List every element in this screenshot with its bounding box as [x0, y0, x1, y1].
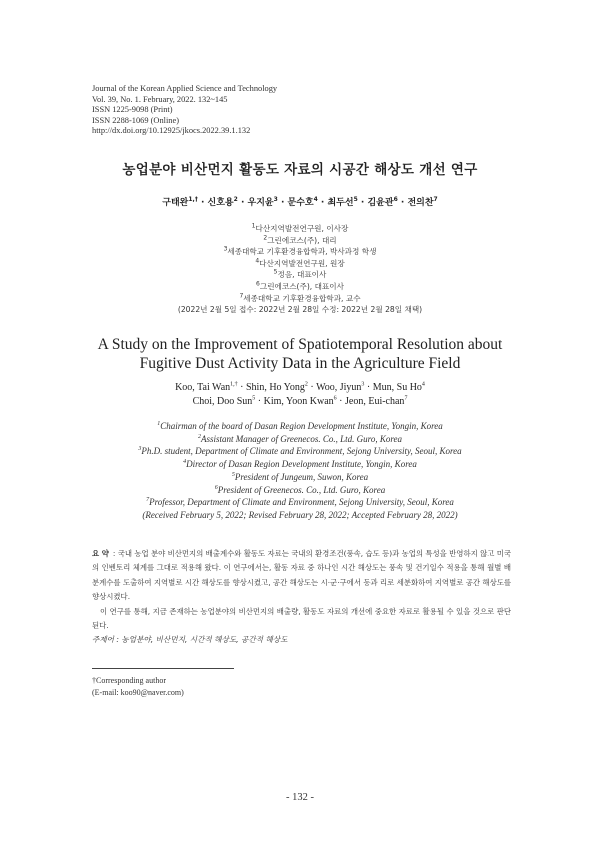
english-affiliation: $^5$President of Jungeum, Suwon, Korea — [231, 471, 369, 482]
korean-authors: 구태완$^{1,\dagger}$ · 신호용$^2$ · 우지윤$^3$ · 문수호$^4$ · 최두선$^5$ · 김윤관$^6$ · 전의찬$^7$ — [162, 196, 438, 208]
english-affiliation: $^6$President of Greenecos. Co., Ltd. Guro, Korea — [214, 484, 386, 495]
korean-affiliation: $^4$다산지역발전연구원, 원장 — [255, 257, 345, 268]
corresponding-email: (E-mail: koo90@naver.com) — [92, 688, 184, 697]
english-affiliation: $^1$Chairman of the board of Dasan Region Development Institute, Yongin, Korea — [157, 421, 443, 431]
en-author-6: Kim, Yoon Kwan$^6$ — [263, 395, 337, 407]
english-affiliation: $^2$Assistant Manager of Greenecos. Co., Ltd. Guro, Korea — [198, 433, 402, 444]
journal-name: Journal of the Korean Applied Science and Technology — [92, 84, 278, 93]
author-6: 김윤관$^6$ — [367, 196, 398, 208]
korean-affiliation: $^6$그린에코스(주), 대표이사 — [256, 280, 344, 291]
korean-affiliation: $^2$그린에코스(주), 대리 — [263, 234, 337, 245]
korean-affiliation: $^1$다산지역발전연구원, 이사장 — [251, 222, 349, 233]
abstract — [92, 547, 511, 633]
author-5: 최두선$^5$ — [327, 196, 358, 208]
english-affiliation: $^7$Professor, Department of Climate and Environment, Sejong University, Seoul, Korea — [146, 497, 454, 508]
korean-affiliation: $^7$세종대학교 기후환경융합학과, 교수 — [239, 292, 361, 303]
english-affiliation: $^4$Director of Dasan Region Development Institute, Yongin, Korea — [183, 459, 417, 470]
issn-print: ISSN 1225-9098 (Print) — [92, 105, 173, 115]
en-author-7: Jeon, Eui-chan$^7$ — [345, 395, 408, 407]
author-2: 신호용$^2$ — [207, 196, 238, 208]
abstract-paragraph-1: 요 약 : 국내 농업 분야 비산먼지의 배출계수와 활동도 자료는 국내의 환경조건(풍속, 습도 등)과 농업의 특성을 반영하지 않고 미국의 인벤토리 체계를 그대로 적용해 왔다. 이 연구에서는, 활동 자료 중 하나인 시간 해상도는 풍속 및 건기일수 적용을 통해 월별 배분계수를 도출하여 지역별로 시간 해상도를 향상시켰고, 공간 해상도는 시·군·구에서 동과 리로 세분화하여 지역별로 공간 해상도를 향상시켰다. — [92, 549, 511, 602]
page-number: - 132 - — [286, 792, 314, 803]
author-3: 우지윤$^3$ — [247, 196, 278, 208]
footnote-divider — [92, 668, 234, 669]
footnote — [92, 675, 392, 699]
author-7: 전의찬$^7$ — [407, 196, 438, 208]
abstract-paragraph-2: 이 연구를 통해, 지금 존재하는 농업분야의 비산먼지의 배출량, 활동도 자료의 개선에 중요한 자료로 활용될 수 있을 것으로 판단된다. — [92, 606, 511, 631]
english-affiliation: $^3$Ph.D. student, Department of Climate and Environment, Sejong University, Seoul, Korea — [138, 446, 462, 457]
doi-link[interactable]: http://dx.doi.org/10.12925/jkocs.2022.39.1.132 — [92, 126, 251, 136]
korean-affiliation: $^5$정음, 대표이사 — [273, 268, 327, 280]
en-author-5: Choi, Doo Sun$^5$ — [192, 395, 256, 407]
author-4: 문수호$^4$ — [287, 196, 318, 208]
author-1: 구태완$^{1,\dagger}$ — [162, 196, 198, 208]
journal-header — [92, 84, 492, 137]
journal-volume: Vol. 39, No. 1. February, 2022. 132~145 — [92, 94, 228, 104]
english-dates: (Received February 5, 2022; Revised February 28, 2022; Accepted February 28, 2022) — [142, 509, 458, 520]
keywords: 주제어 : 농업분야, 비산먼지, 시간적 해상도, 공간적 해상도 — [92, 635, 288, 644]
abstract-label: 요 약 — [92, 549, 109, 558]
en-author-4: Mun, Su Ho$^4$ — [372, 381, 425, 393]
korean-title: 농업분야 비산먼지 활동도 자료의 시공간 해상도 개선 연구 — [122, 162, 478, 178]
issn-online: ISSN 2288-1069 (Online) — [92, 115, 180, 125]
english-affiliations — [0, 420, 600, 522]
english-authors: Koo, Tai Wan$^{1,\dagger}$ · Shin, Ho Yong$^2$ · Woo, Jiyun$^3$ · Mun, Su Ho$^4$ Choi, Doo Sun$^5$ · Kim, Yoon Kwan$^6$ · Jeon, Eui-chan$^7$ — [175, 381, 425, 407]
corresponding-author: †Corresponding author — [92, 676, 166, 685]
en-author-2: Shin, Ho Yong$^2$ — [245, 381, 308, 393]
korean-dates: (2022년 2월 5일 접수: 2022년 2월 28일 수정: 2022년 2월 28일 채택) — [177, 305, 423, 315]
korean-affiliations — [0, 223, 600, 316]
en-author-3: Woo, Jiyun$^3$ — [316, 381, 365, 393]
english-title: A Study on the Improvement of Spatiotemporal Resolution about Fugitive Dust Activity Data in the Agriculture Field — [97, 336, 503, 372]
korean-affiliation: $^3$세종대학교 기후환경융합학과, 박사과정 학생 — [223, 245, 377, 257]
en-author-1: Koo, Tai Wan$^{1,\dagger}$ — [175, 381, 238, 393]
